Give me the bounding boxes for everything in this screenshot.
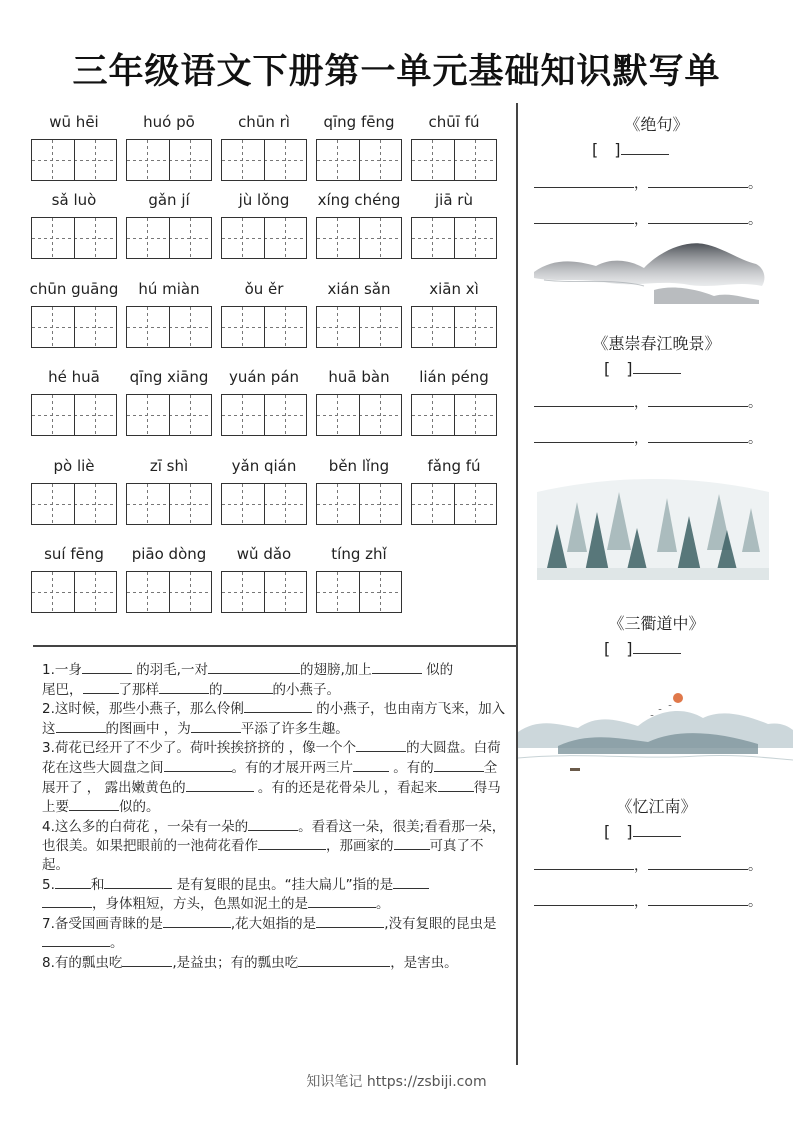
verse-blank[interactable] [648,213,748,224]
poem-verse-line [534,855,762,875]
answer-blank[interactable] [356,738,406,752]
character-writing-box[interactable] [31,217,117,259]
character-writing-box[interactable] [31,394,117,436]
answer-blank[interactable] [163,914,231,928]
vertical-divider [516,103,518,1065]
answer-blank[interactable] [298,953,390,967]
pinyin-label: běn lǐng [328,457,390,475]
pinyin-label: jù lǒng [238,191,290,209]
pinyin-label: wū hēi [49,113,99,131]
pinyin-label: zī shì [149,457,189,475]
author-blank[interactable] [633,822,681,837]
poem-author-line [604,819,681,842]
character-writing-box[interactable] [316,394,402,436]
question-7: 7.备受国画青睐的是 ,花大姐指的是 ,没有复眼的昆虫是。 [42,915,497,952]
verse-blank[interactable] [534,432,634,443]
pinyin-label: wǔ dǎo [236,545,292,563]
answer-blank[interactable] [308,894,376,908]
character-writing-box[interactable] [316,483,402,525]
pinyin-label: huó pō [143,113,195,131]
mountain-ink-illustration [534,238,767,304]
answer-blank[interactable] [122,953,172,967]
pinyin-label: pò liè [53,457,95,475]
character-writing-box[interactable] [411,306,497,348]
comma-mark: ， [634,894,648,910]
pinyin-label: qīng fēng [323,113,395,131]
character-writing-box[interactable] [221,483,307,525]
character-writing-box[interactable] [316,306,402,348]
verse-blank[interactable] [648,432,748,443]
pinyin-label: huā bàn [328,368,390,386]
poem-verse-line [534,891,762,911]
poem-author-line [604,636,681,659]
character-writing-box[interactable] [221,571,307,613]
questions-section [42,660,510,973]
character-writing-box[interactable] [316,217,402,259]
character-writing-box[interactable] [411,394,497,436]
pinyin-label: tíng zhǐ [331,545,387,563]
pinyin-label: ǒu ěr [244,280,284,298]
character-writing-box[interactable] [221,139,307,181]
question-2: 2.这时候，那些小燕子，那么伶俐 的小燕子，也由南方飞来，加入这 的图画中 ，为 平添了许多生趣。 [42,701,506,737]
comma-mark: ， [634,176,648,192]
character-writing-box[interactable] [411,483,497,525]
verse-blank[interactable] [534,177,634,188]
pinyin-label: fǎng fú [427,457,481,475]
author-blank[interactable] [633,359,681,374]
character-writing-box[interactable] [316,139,402,181]
verse-blank[interactable] [648,859,748,870]
answer-blank[interactable] [55,875,91,889]
character-writing-box[interactable] [31,306,117,348]
answer-blank[interactable] [434,758,484,772]
verse-blank[interactable] [534,895,634,906]
character-writing-box[interactable] [316,571,402,613]
character-writing-box[interactable] [126,571,212,613]
answer-blank[interactable] [208,660,300,674]
comma-mark: ， [634,212,648,228]
answer-blank[interactable] [258,836,326,850]
poem-title: 《忆江南》 [616,797,697,816]
verse-blank[interactable] [648,396,748,407]
pinyin-label: qīng xiāng [129,368,209,386]
pinyin-label: xián sǎn [327,280,391,298]
answer-blank[interactable] [316,914,384,928]
answer-blank[interactable] [393,875,429,889]
answer-blank[interactable] [104,875,172,889]
author-blank[interactable] [621,140,669,155]
character-writing-box[interactable] [221,217,307,259]
answer-blank[interactable] [159,680,209,694]
pine-forest-illustration [537,472,769,580]
footer-url: 知识笔记 https://zsbiji.com [306,1074,487,1090]
answer-blank[interactable] [82,660,132,674]
character-writing-box[interactable] [221,394,307,436]
poem-author-line [604,356,681,379]
answer-blank[interactable] [223,680,273,694]
poem-verse-line [534,392,762,412]
pinyin-label: jiā rù [435,191,473,209]
poem-title: 《绝句》 [624,115,689,134]
answer-blank[interactable] [83,680,119,694]
pinyin-label: sǎ luò [51,191,97,209]
answer-blank[interactable] [248,817,298,831]
verse-blank[interactable] [648,895,748,906]
comma-mark: ， [634,858,648,874]
question-4: 4.这么多的白荷花 ，一朵有一朵的 。看看这一朵，很美;看看那一朵，也很美。如果把眼前的一池荷花看作 ，那画家的 可真了不起。 [42,818,506,873]
pinyin-label: suí fēng [44,545,104,563]
pinyin-label: yǎn qián [231,457,297,475]
answer-blank[interactable] [353,758,389,772]
comma-mark: ， [634,395,648,411]
poem-verse-line [534,428,762,448]
period-mark: 。 [748,894,762,910]
answer-blank[interactable] [372,660,422,674]
verse-blank[interactable] [534,396,634,407]
character-writing-box[interactable] [221,306,307,348]
poem-verse-line [534,173,762,193]
pinyin-label: hé huā [48,368,100,386]
period-mark: 。 [748,176,762,192]
character-writing-box[interactable] [31,139,117,181]
character-writing-box[interactable] [411,217,497,259]
question-3: 3.荷花已经开了不少了。荷叶挨挨挤挤的 ，像一个个 的大圆盘。白荷花在这些大圆盘之间 。有的才展开两三片 。有的 全展开了 ， 露出嫩黄色的 。有的还是花骨朵儿 ，看起来 得马上要 似的。 [42,740,501,816]
pinyin-label: chūn guāng [29,280,119,298]
poem-title: 《三衢道中》 [608,614,705,633]
period-mark: 。 [748,431,762,447]
question-1: 1.一身 的羽毛,一对 的翅膀,加上 似的 尾巴， 了那样 的 的小燕子。 [42,662,454,698]
character-writing-box[interactable] [31,483,117,525]
pinyin-label: xíng chéng [317,191,401,209]
pinyin-label: piāo dòng [131,545,207,563]
character-writing-box[interactable] [126,306,212,348]
dynasty-bracket[interactable]: [ ] [592,140,621,159]
question-8: 8.有的瓢虫吃 ,是益虫；有的瓢虫吃 ，是害虫。 [42,954,458,971]
horizontal-divider [33,645,517,647]
poem-author-line [592,137,669,160]
period-mark: 。 [748,395,762,411]
period-mark: 。 [748,212,762,228]
verse-blank[interactable] [648,177,748,188]
poem-title: 《惠崇春江晚景》 [592,334,721,353]
poem-verse-line [534,209,762,229]
answer-blank[interactable] [42,894,92,908]
answer-blank[interactable] [186,778,254,792]
dynasty-bracket[interactable]: [ ] [604,639,633,658]
answer-blank[interactable] [394,836,430,850]
pinyin-label: yuán pán [228,368,300,386]
dynasty-bracket[interactable]: [ ] [604,359,633,378]
character-writing-box[interactable] [126,139,212,181]
answer-blank[interactable] [244,699,312,713]
author-blank[interactable] [633,639,681,654]
character-writing-box[interactable] [126,483,212,525]
lake-mountain-illustration [518,688,793,784]
answer-blank[interactable] [42,933,110,947]
pinyin-label: xiān xì [429,280,479,298]
pinyin-label: chūn rì [238,113,290,131]
pinyin-label: chūī fú [428,113,480,131]
answer-blank[interactable] [164,758,232,772]
answer-blank[interactable] [191,719,241,733]
answer-blank[interactable] [438,778,474,792]
character-writing-box[interactable] [31,571,117,613]
answer-blank[interactable] [56,719,106,733]
verse-blank[interactable] [534,213,634,224]
character-writing-box[interactable] [126,394,212,436]
pinyin-label: hú miàn [138,280,200,298]
character-writing-box[interactable] [411,139,497,181]
verse-blank[interactable] [534,859,634,870]
answer-blank[interactable] [69,797,119,811]
pinyin-label: lián péng [419,368,489,386]
question-5: 5. 和 是有复眼的昆虫。“挂大扁儿”指的是 ，身体粗短，方头，色黑如泥土的是 。 [42,875,510,914]
pinyin-label: gǎn jí [148,191,190,209]
character-writing-box[interactable] [126,217,212,259]
dynasty-bracket[interactable]: [ ] [604,822,633,841]
period-mark: 。 [748,858,762,874]
page-title: 三年级语文下册第一单元基础知识默写单 [72,52,721,92]
comma-mark: ， [634,431,648,447]
